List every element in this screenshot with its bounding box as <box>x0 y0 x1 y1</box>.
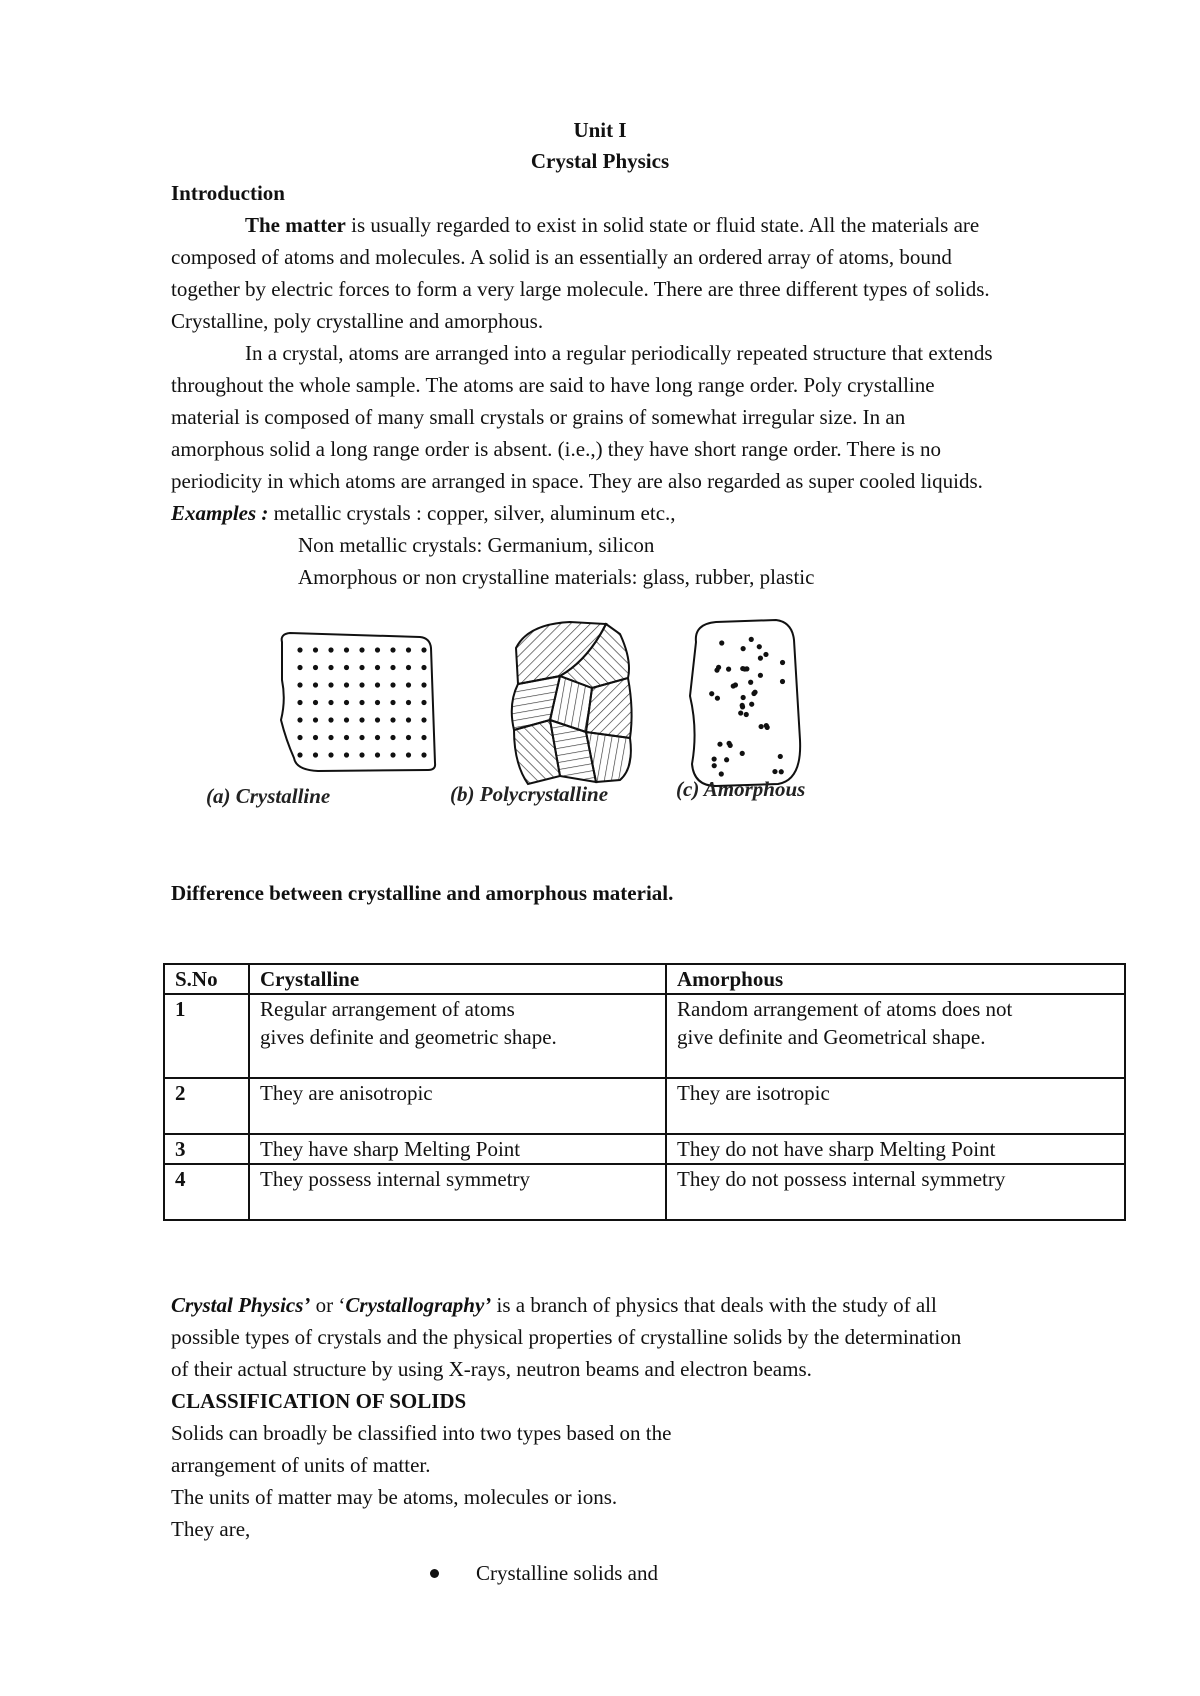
lattice-dot <box>359 717 364 722</box>
lattice-dot <box>359 735 364 740</box>
bullet-item-crystalline-solids: Crystalline solids and <box>476 1561 658 1585</box>
difference-table <box>163 963 1126 1221</box>
lattice-dot <box>390 700 395 705</box>
amorphous-dot <box>763 652 768 657</box>
amorphous-dot <box>780 679 785 684</box>
lattice-dot <box>344 682 349 687</box>
lattice-dot <box>328 682 333 687</box>
lattice-dot <box>297 665 302 670</box>
amorphous-dot <box>716 665 721 670</box>
lattice-dot <box>375 752 380 757</box>
examples-line: Amorphous or non crystalline materials: glass, rubber, plastic <box>298 565 815 589</box>
lattice-dot <box>406 647 411 652</box>
lattice-dot <box>313 647 318 652</box>
lattice-dot <box>344 665 349 670</box>
lattice-dot <box>406 700 411 705</box>
cell-amorphous: They are isotropic <box>666 1078 1125 1134</box>
page-title: Crystal Physics <box>530 149 670 173</box>
lattice-dot <box>297 735 302 740</box>
amorphous-dot <box>757 644 762 649</box>
lattice-dot <box>313 752 318 757</box>
cell-crystalline: They possess internal symmetry <box>249 1164 666 1220</box>
amorphous-dot <box>764 723 769 728</box>
table-row <box>164 1134 1125 1164</box>
lattice-dot <box>359 665 364 670</box>
crystallography-definition-line: of their actual structure by using X-rays, neutron beams and electron beams. <box>171 1357 812 1381</box>
amorphous-dot <box>758 656 763 661</box>
lattice-dot <box>421 752 426 757</box>
amorphous-dot <box>740 751 745 756</box>
lattice-dot <box>375 665 380 670</box>
crystal-paragraph-line: In a crystal, atoms are arranged into a regular periodically repeated structure that extends <box>245 341 993 365</box>
crystallography-definition-line: Crystal Physics’ or ‘Crystallography’ is a branch of physics that deals with the study of all <box>171 1293 937 1317</box>
solids-figure <box>188 600 888 818</box>
lattice-dot <box>344 647 349 652</box>
cell-amorphous: Random arrangement of atoms does not give definite and Geometrical shape. <box>666 994 1125 1078</box>
table-row <box>164 1078 1125 1134</box>
lattice-dot <box>390 717 395 722</box>
examples-label: Examples : <box>171 501 269 525</box>
lattice-dot <box>421 665 426 670</box>
lattice-dot <box>313 717 318 722</box>
lattice-dot <box>375 717 380 722</box>
lattice-dot <box>406 665 411 670</box>
cell-crystalline: They have sharp Melting Point <box>249 1134 666 1164</box>
lattice-dot <box>359 700 364 705</box>
lattice-dot <box>297 752 302 757</box>
crystallography-definition-line: possible types of crystals and the physical properties of crystalline solids by the determination <box>171 1325 962 1349</box>
term-crystallography: Crystallography’ <box>345 1293 492 1317</box>
crystal-paragraph-line: material is composed of many small crystals or grains of somewhat irregular size. In an <box>171 405 906 429</box>
cell-sno: 4 <box>164 1164 249 1220</box>
bullet-icon <box>430 1569 439 1578</box>
cell-sno: 2 <box>164 1078 249 1134</box>
crystalline-outline <box>281 633 435 771</box>
lattice-dot <box>313 665 318 670</box>
cell-amorphous: They do not possess internal symmetry <box>666 1164 1125 1220</box>
polycrystalline-grains <box>512 622 632 784</box>
lattice-dot <box>328 735 333 740</box>
table-row <box>164 1164 1125 1220</box>
lattice-dot <box>390 647 395 652</box>
amorphous-dot <box>740 703 745 708</box>
amorphous-dot <box>741 646 746 651</box>
classification-line: The units of matter may be atoms, molecules or ions. <box>171 1485 618 1509</box>
amorphous-dot <box>717 742 722 747</box>
lattice-dot <box>375 682 380 687</box>
lattice-dot <box>375 647 380 652</box>
amorphous-dot <box>738 710 743 715</box>
amorphous-dot <box>726 667 731 672</box>
term-the-matter: The matter <box>245 213 346 237</box>
classification-line: arrangement of units of matter. <box>171 1453 431 1477</box>
lattice-dot <box>297 647 302 652</box>
lattice-dot <box>375 735 380 740</box>
lattice-dot <box>390 665 395 670</box>
column-header-crystalline: Crystalline <box>249 964 666 994</box>
classification-line: Solids can broadly be classified into two types based on the <box>171 1421 672 1445</box>
lattice-dot <box>359 647 364 652</box>
lattice-dot <box>421 735 426 740</box>
table-header-row <box>164 964 1125 994</box>
crystalline-lattice-dots <box>297 647 426 757</box>
amorphous-dot <box>758 673 763 678</box>
amorphous-dot <box>759 724 764 729</box>
lattice-dot <box>297 682 302 687</box>
lattice-dot <box>390 735 395 740</box>
lattice-dot <box>297 700 302 705</box>
lattice-dot <box>359 682 364 687</box>
crystal-paragraph-line: throughout the whole sample. The atoms are said to have long range order. Poly crystalline <box>171 373 935 397</box>
table-row <box>164 994 1125 1078</box>
amorphous-dot <box>779 769 784 774</box>
cell-sno: 3 <box>164 1134 249 1164</box>
amorphous-dot <box>724 757 729 762</box>
intro-paragraph-line: Crystalline, poly crystalline and amorphous. <box>171 309 544 333</box>
lattice-dot <box>313 700 318 705</box>
lattice-dot <box>421 647 426 652</box>
cell-crystalline: They are anisotropic <box>249 1078 666 1134</box>
amorphous-dot <box>752 690 757 695</box>
amorphous-dot <box>780 660 785 665</box>
lattice-dot <box>328 752 333 757</box>
cell-amorphous: They do not have sharp Melting Point <box>666 1134 1125 1164</box>
term-crystal-physics: Crystal Physics’ <box>171 1293 311 1317</box>
lattice-dot <box>390 682 395 687</box>
difference-heading: Difference between crystalline and amorphous material. <box>171 881 674 905</box>
lattice-dot <box>328 665 333 670</box>
lattice-dot <box>390 752 395 757</box>
lattice-dot <box>421 717 426 722</box>
lattice-dot <box>406 682 411 687</box>
amorphous-random-dots <box>709 637 785 777</box>
cell-sno: 1 <box>164 994 249 1078</box>
unit-heading: Unit I <box>573 118 627 142</box>
figure-caption-amorphous: (c) Amorphous <box>676 777 806 801</box>
classification-heading: CLASSIFICATION OF SOLIDS <box>171 1389 467 1413</box>
amorphous-dot <box>742 666 747 671</box>
amorphous-outline <box>690 620 800 786</box>
lattice-dot <box>406 752 411 757</box>
amorphous-dot <box>744 712 749 717</box>
lattice-dot <box>344 752 349 757</box>
intro-paragraph-line: together by electric forces to form a very large molecule. There are three different types of solids. <box>171 277 990 301</box>
crystal-paragraph-line: amorphous solid a long range order is absent. (i.e.,) they have short range order. There is no <box>171 437 941 461</box>
lattice-dot <box>328 647 333 652</box>
examples-line: Examples : metallic crystals : copper, silver, aluminum etc., <box>171 501 676 525</box>
amorphous-dot <box>749 702 754 707</box>
crystal-paragraph-line: periodicity in which atoms are arranged in space. They are also regarded as super cooled liquids. <box>171 469 983 493</box>
intro-paragraph-line: composed of atoms and molecules. A solid is an essentially an ordered array of atoms, bound <box>171 245 952 269</box>
amorphous-dot <box>778 754 783 759</box>
lattice-dot <box>359 752 364 757</box>
lattice-dot <box>375 700 380 705</box>
figure-caption-crystalline: (a) Crystalline <box>206 784 331 808</box>
figure-caption-polycrystalline: (b) Polycrystalline <box>450 782 609 806</box>
amorphous-dot <box>748 680 753 685</box>
lattice-dot <box>344 735 349 740</box>
amorphous-dot <box>715 696 720 701</box>
lattice-dot <box>421 700 426 705</box>
amorphous-dot <box>719 640 724 645</box>
lattice-dot <box>421 682 426 687</box>
examples-line: Non metallic crystals: Germanium, silicon <box>298 533 655 557</box>
lattice-dot <box>313 682 318 687</box>
column-header-amorphous: Amorphous <box>666 964 1125 994</box>
lattice-dot <box>297 717 302 722</box>
lattice-dot <box>406 717 411 722</box>
amorphous-dot <box>719 771 724 776</box>
amorphous-dot <box>741 695 746 700</box>
introduction-heading: Introduction <box>171 181 285 205</box>
lattice-dot <box>406 735 411 740</box>
amorphous-dot <box>726 741 731 746</box>
amorphous-dot <box>712 756 717 761</box>
amorphous-dot <box>731 683 736 688</box>
classification-line: They are, <box>171 1517 251 1541</box>
column-header-sno: S.No <box>164 964 249 994</box>
amorphous-dot <box>709 691 714 696</box>
lattice-dot <box>313 735 318 740</box>
cell-crystalline: Regular arrangement of atoms gives definite and geometric shape. <box>249 994 666 1078</box>
amorphous-dot <box>772 769 777 774</box>
lattice-dot <box>328 717 333 722</box>
amorphous-dot <box>749 637 754 642</box>
lattice-dot <box>344 700 349 705</box>
lattice-dot <box>344 717 349 722</box>
intro-paragraph-line: The matter is usually regarded to exist in solid state or fluid state. All the materials are <box>245 213 980 237</box>
lattice-dot <box>328 700 333 705</box>
amorphous-dot <box>712 763 717 768</box>
